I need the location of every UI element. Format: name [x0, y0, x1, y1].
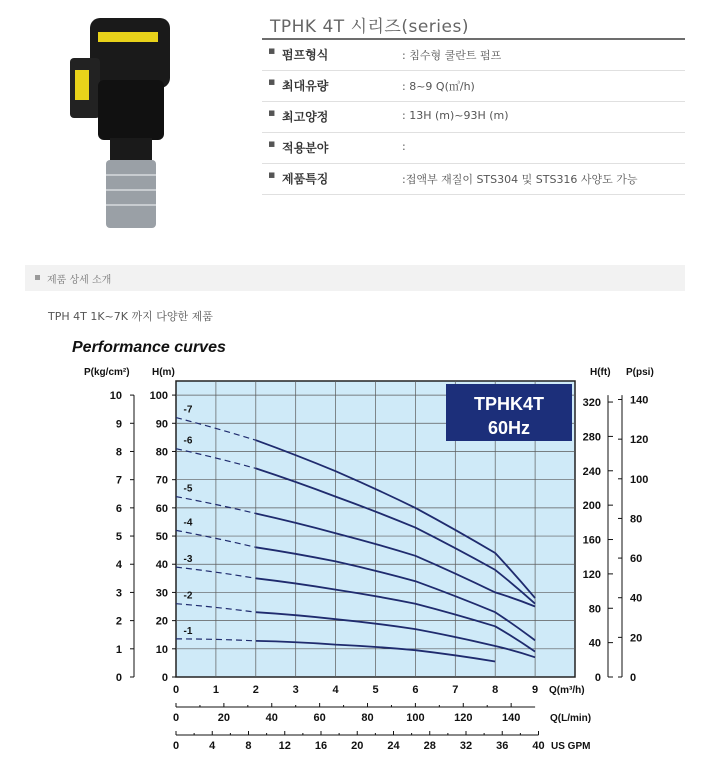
left-inner-tick-label: 60	[155, 502, 168, 515]
x-axis-2-label: Q(L/min)	[550, 713, 592, 724]
bullet-icon: ▪	[268, 168, 276, 181]
x-axis-1-tick-label: 9	[532, 684, 539, 696]
bullet-icon: ▪	[268, 106, 276, 119]
x-axis-1-tick-label: 4	[332, 684, 339, 696]
x-axis-1-tick-label: 6	[412, 684, 419, 696]
right-outer-tick-label: 40	[630, 592, 643, 605]
spec-label: 제품특징	[282, 172, 329, 186]
left-outer-tick-label: 7	[115, 474, 122, 487]
left-inner-tick-label: 20	[155, 615, 168, 628]
right-outer-tick-label: 0	[630, 672, 637, 684]
left-inner-tick-label: 90	[155, 418, 168, 431]
left-outer-tick-label: 2	[115, 615, 122, 628]
x-axis-1-tick-label: 5	[372, 684, 379, 696]
right-inner-tick-label: 240	[582, 465, 601, 478]
left-inner-tick-label: 30	[155, 587, 168, 600]
left-inner-tick-label: 70	[155, 474, 168, 487]
badge-title: TPHK4T	[473, 394, 545, 414]
left-outer-tick-label: 3	[115, 587, 122, 600]
x-axis-3-tick-label: 0	[172, 740, 180, 752]
right-outer-tick-label: 100	[630, 473, 649, 486]
series-label: -4	[183, 517, 193, 529]
spec-value: :접액부 재질이 STS304 및 STS316 사양도 가능	[402, 173, 638, 186]
left-outer-tick-label: 5	[115, 531, 122, 544]
x-axis-2-tick-label: 80	[361, 712, 374, 724]
right-inner-tick-label: 120	[582, 568, 601, 581]
spec-row-pump-type	[262, 40, 685, 71]
x-axis-1-tick-label: 0	[172, 684, 180, 696]
x-axis-3-tick-label: 36	[496, 740, 509, 752]
spec-label: 최대유량	[282, 79, 329, 93]
right-outer-axis-label: P(psi)	[626, 367, 654, 378]
left-outer-tick-label: 9	[115, 418, 122, 431]
x-axis-3-tick-label: 40	[532, 740, 545, 752]
right-outer-tick-label: 80	[630, 513, 643, 526]
product-title: TPHK 4T 시리즈(series)	[270, 17, 469, 37]
right-inner-tick-label: 40	[588, 637, 601, 650]
right-inner-tick-label: 0	[594, 672, 601, 684]
bullet-icon: ▪	[268, 44, 276, 57]
bullet-icon: ▪	[268, 137, 276, 150]
detail-section-header	[25, 265, 685, 291]
series-label: -6	[183, 435, 193, 447]
pump-photo-icon	[60, 10, 210, 240]
spec-value: :	[402, 140, 406, 153]
right-outer-tick-label: 120	[630, 434, 649, 447]
right-outer-tick-label: 60	[630, 553, 643, 566]
series-label: -2	[183, 590, 193, 602]
left-outer-tick-label: 6	[115, 502, 122, 515]
x-axis-3-tick-label: 28	[423, 740, 436, 752]
left-inner-axis-label: H(m)	[152, 367, 175, 378]
spec-label: 최고양정	[282, 110, 329, 124]
x-axis-1-tick-label: 8	[492, 684, 499, 696]
series-label: -7	[183, 404, 193, 416]
x-axis-2-tick-label: 0	[172, 712, 180, 724]
performance-chart	[0, 330, 712, 762]
x-axis-1-tick-label: 7	[452, 684, 459, 696]
badge-frequency: 60Hz	[487, 418, 531, 438]
spec-value: : 13H (m)~93H (m)	[402, 109, 509, 122]
x-axis-3-tick-label: 12	[278, 740, 291, 752]
x-axis-1-label: Q(m³/h)	[549, 685, 585, 696]
square-bullet-icon	[35, 275, 40, 280]
x-axis-3-label: US GPM	[551, 741, 591, 752]
x-axis-2-tick-label: 20	[217, 712, 231, 724]
spec-value: : 8~9 Q(㎥/h)	[402, 80, 475, 93]
right-inner-axis-label: H(ft)	[590, 367, 611, 378]
series-label: -3	[183, 554, 193, 566]
x-axis-3-tick-label: 24	[387, 740, 400, 752]
series-label: -5	[183, 483, 193, 495]
x-axis-1-tick-label: 1	[212, 684, 219, 696]
spec-row-features	[262, 164, 685, 195]
series-label: -1	[183, 625, 193, 637]
spec-label: 적용분야	[282, 141, 329, 155]
left-outer-tick-label: 0	[115, 672, 122, 684]
x-axis-1-tick-label: 3	[292, 684, 299, 696]
x-axis-3-tick-label: 8	[245, 740, 252, 752]
chart-title: Performance curves	[72, 339, 226, 356]
spec-row-max-head	[262, 102, 685, 133]
x-axis-2-tick-label: 140	[501, 712, 521, 724]
x-axis-3-tick-label: 20	[351, 740, 364, 752]
left-outer-axis-label: P(kg/cm²)	[84, 367, 130, 378]
left-inner-tick-label: 100	[149, 390, 168, 403]
right-inner-tick-label: 320	[582, 397, 601, 410]
x-axis-3-tick-label: 32	[459, 740, 473, 752]
left-inner-tick-label: 10	[155, 643, 168, 656]
right-inner-tick-label: 200	[582, 500, 601, 513]
left-outer-tick-label: 10	[109, 390, 122, 403]
spec-value: : 침수형 쿨란트 펌프	[402, 49, 502, 62]
right-outer-tick-label: 140	[630, 394, 649, 407]
left-inner-tick-label: 80	[155, 446, 168, 459]
x-axis-2-tick-label: 40	[265, 712, 278, 724]
x-axis-3-tick-label: 16	[314, 740, 328, 752]
right-inner-tick-label: 280	[582, 431, 601, 444]
left-inner-tick-label: 50	[155, 531, 168, 544]
left-inner-tick-label: 40	[155, 559, 168, 572]
left-outer-tick-label: 8	[115, 446, 122, 459]
left-inner-tick-label: 0	[161, 672, 168, 684]
bullet-icon: ▪	[268, 75, 276, 88]
spec-label: 펌프형식	[282, 48, 329, 62]
right-outer-tick-label: 20	[630, 632, 643, 645]
right-inner-tick-label: 80	[588, 603, 601, 616]
x-axis-3-tick-label: 4	[209, 740, 216, 752]
x-axis-2-tick-label: 60	[313, 712, 326, 724]
left-outer-tick-label: 1	[115, 643, 122, 656]
spec-row-max-flow	[262, 71, 685, 102]
x-axis-2-tick-label: 100	[406, 712, 425, 724]
x-axis-2-tick-label: 120	[454, 712, 473, 724]
detail-section-label: 제품 상세 소개	[47, 275, 112, 286]
intro-text: TPH 4T 1K~7K 까지 다양한 제품	[48, 310, 213, 323]
right-inner-tick-label: 160	[582, 534, 601, 547]
left-outer-tick-label: 4	[115, 559, 122, 572]
spec-row-application	[262, 133, 685, 164]
x-axis-1-tick-label: 2	[252, 684, 259, 696]
